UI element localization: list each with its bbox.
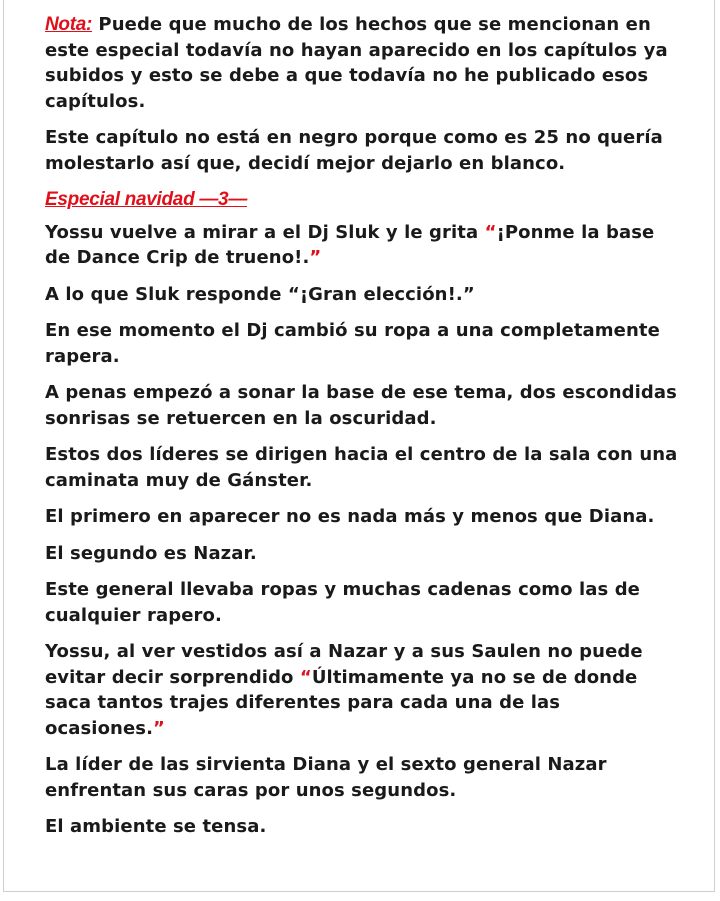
paragraph-1-quote: ¡Ponme la base de Dance Crip de trueno!. (45, 221, 655, 268)
paragraph-9-text: Yossu, al ver vestidos así a Nazar y a sus Saulen no puede evitar decir sorprendido (45, 641, 643, 688)
paragraph-3: En ese momento el Dj cambió su ropa a una completamente rapera. (45, 320, 660, 367)
paragraph-2: A lo que Sluk responde “¡Gran elección!.” (45, 283, 475, 305)
paragraph-5: Estos dos líderes se dirigen hacia el centro de la sala con una caminata muy de Gánster. (45, 444, 678, 491)
open-quote: “ (299, 666, 312, 688)
note-text: Puede que mucho de los hechos que se mencionan en este especial todavía no hayan aparecido en los capítulos ya subidos y esto se debe a que todavía no he publicado esos capítulos. (45, 14, 668, 112)
note-paragraph (45, 12, 680, 114)
paragraph-10: La líder de las sirvienta Diana y el sexto general Nazar enfrentan sus caras por unos segundos. (45, 754, 607, 801)
paragraph-9-quote: Últimamente ya no se de donde saca tantos trajes diferentes para cada una de las ocasiones. (45, 666, 638, 739)
paragraph-6: El primero en aparecer no es nada más y menos que Diana. (45, 506, 655, 527)
chapter-heading-text: Especial navidad —3— (45, 189, 248, 210)
paragraph-4: A penas empezó a sonar la base de ese tema, dos escondidas sonrisas se retuercen en la oscuridad. (45, 382, 677, 429)
paragraph-8: Este general llevaba ropas y muchas cadenas como las de cualquier rapero. (45, 579, 640, 626)
paragraph-1-text: Yossu vuelve a mirar a el Dj Sluk y le grita (45, 221, 485, 243)
open-quote: “ (484, 221, 497, 243)
note-label: Nota: (45, 14, 93, 35)
close-quote: ” (309, 247, 322, 268)
document-body (45, 12, 680, 851)
close-quote: ” (153, 717, 165, 739)
document-page (3, 0, 715, 892)
paragraph-9 (45, 639, 680, 741)
chapter-heading (45, 187, 680, 213)
white-page-paragraph: Este capítulo no está en negro porque como es 25 no quería molestarlo así que, decidí mejor dejarlo en blanco. (45, 127, 663, 174)
paragraph-7: El segundo es Nazar. (45, 542, 257, 564)
paragraph-11: El ambiente se tensa. (45, 816, 267, 837)
paragraph-1 (45, 220, 680, 271)
